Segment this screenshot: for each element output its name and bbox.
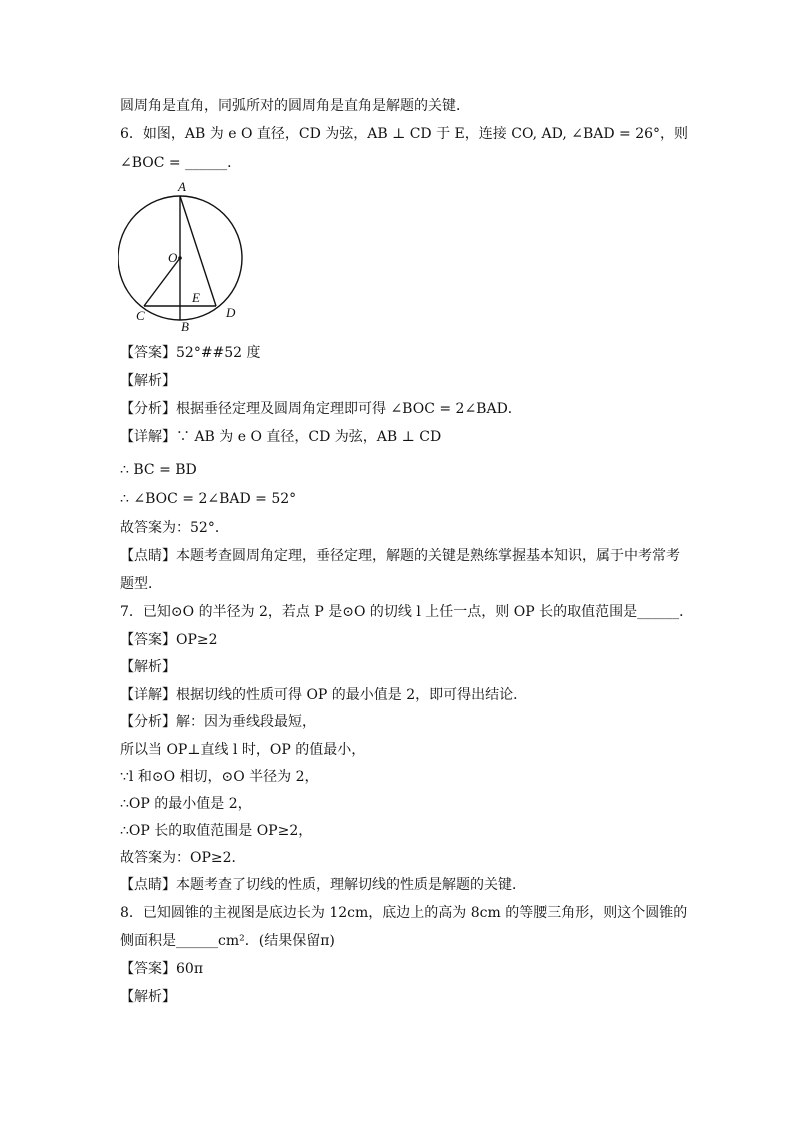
question-7: 7．已知⊙O 的半径为 2，若点 P 是⊙O 的切线 l 上任一点，则 OP 长的取值范围是______．: [120, 604, 694, 620]
step-7-2: ∵l 和⊙O 相切，⊙O 半径为 2，: [120, 769, 319, 785]
label-e: E: [192, 290, 200, 305]
xiangjie-6: 【详解】∵ AB 为 e O 直径，CD 为弦，AB ⊥ CD: [120, 429, 442, 445]
label-a: A: [178, 179, 186, 194]
text-line-1: 圆周角是直角，同弧所对的圆周角是直角是解题的关键．: [120, 98, 470, 114]
analysis-heading-8: 【解析】: [120, 989, 176, 1005]
question-8-line-1: 8．已知圆锥的主视图是底边长为 12cm，底边上的高为 8cm 的等腰三角形，则这个圆锥的: [120, 905, 688, 921]
label-b: B: [181, 319, 189, 334]
circle-figure: [118, 178, 248, 338]
dianjing-6-line-2: 题型．: [120, 576, 162, 592]
answer-7: 【答案】OP≥2: [120, 632, 218, 648]
label-c: C: [136, 308, 145, 323]
dianjing-7: 【点睛】本题考查了切线的性质，理解切线的性质是解题的关键．: [120, 877, 526, 893]
xiangjie-7: 【详解】根据切线的性质可得 OP 的最小值是 2，即可得出结论．: [120, 687, 528, 703]
label-o: O: [168, 250, 178, 265]
segment-co: [144, 258, 180, 306]
question-6-line-2: ∠BOC = ______．: [120, 155, 242, 171]
fenxi-7: 【分析】解：因为垂线段最短，: [120, 714, 316, 730]
analysis-heading-7: 【解析】: [120, 659, 176, 675]
step-7-4: ∴OP 长的取值范围是 OP≥2，: [120, 823, 313, 839]
answer-8: 【答案】60π: [120, 961, 204, 977]
dianjing-6-line-1: 【点睛】本题考查圆周角定理，垂径定理，解题的关键是熟练掌握基本知识，属于中考常考: [120, 548, 680, 564]
analysis-heading-6: 【解析】: [120, 373, 176, 389]
answer-statement-6: 故答案为：52°．: [120, 520, 229, 536]
question-8-line-2: 侧面积是______cm²．(结果保留π): [120, 933, 335, 949]
label-d: D: [226, 305, 236, 320]
center-point: [178, 256, 182, 260]
question-6-line-1: 6．如图，AB 为 e O 直径，CD 为弦，AB ⊥ CD 于 E，连接 CO, AD, ∠BAD = 26°，则: [120, 126, 689, 142]
answer-statement-7: 故答案为：OP≥2．: [120, 850, 246, 866]
angle-result: ∴ ∠BOC = 2∠BAD = 52°: [120, 491, 297, 507]
arc-equal: ∴ BC = BD: [120, 462, 197, 478]
step-7-3: ∴OP 的最小值是 2，: [120, 796, 252, 812]
fenxi-6: 【分析】根据垂径定理及圆周角定理即可得 ∠BOC = 2∠BAD．: [120, 401, 522, 417]
answer-6: 【答案】52°##52 度: [120, 345, 261, 361]
step-7-1: 所以当 OP⊥直线 l 时，OP 的值最小，: [120, 742, 366, 758]
